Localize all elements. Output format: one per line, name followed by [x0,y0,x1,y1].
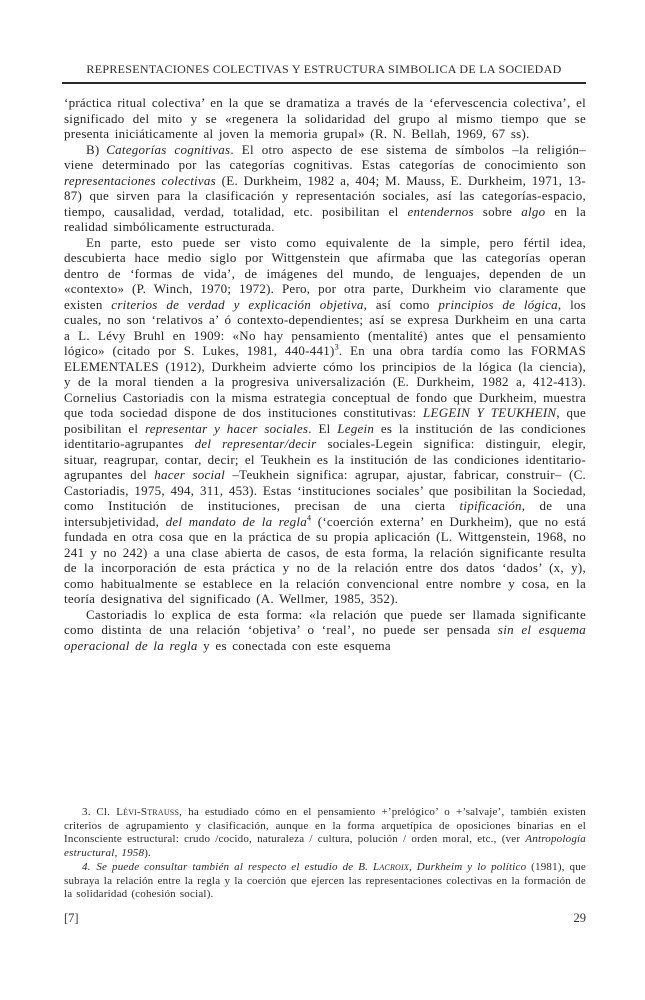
paragraph [64,235,586,607]
text-segment: 3. Cl. [82,806,117,818]
text-segment: y es conectada con este esquema [197,637,391,653]
text-segment: en la realidad simbólicamente estructurada. [64,203,586,234]
text-segment: Legein [337,420,375,436]
text-segment: (‘coerción externa’ en Durkheim), que no está fundada en otra cosa que en la práctica de su propia aplicación (L. Wittgenstein, 1968, no 241 y no 242) a una clase abierta de casos, de esta forma, la relación significante resulta de la incorporación de esta práctica y no de la relación entre dos datos ‘dados’ (x, y), como habitualmente se establece en la relación convencional entre nombre y cosa, en la teoría designativa del significado (A. Wellmer, 1985, 352). [64,513,586,606]
text-segment: del representar/decir [194,436,317,451]
text-segment: sociales-Legein significa: distinguir, elegir, situar, reagrupar, contar, decir; el Teukhein es la institución de las condiciones identitario-agrupantes del [64,436,586,482]
text-segment: del mandato de la regla [165,513,308,529]
text-segment: . El [308,420,338,436]
text-segment: , Durkheim y lo político [408,860,527,873]
text-segment: , que posibilitan el [64,405,586,436]
footnote [64,806,586,861]
text-segment: algo [521,203,546,219]
text-segment: 4. Se puede consultar también al respecto el estudio de B. [82,860,373,873]
paragraph [64,142,586,235]
text-segment: Lévi-Strauss [116,806,180,818]
text-segment: B) [86,141,107,157]
text-segment: En parte, esto puede ser visto como equivalente de la simple, pero fértil idea, descubierta hace medio siglo por Wittgenstein que afirmaba que las categorías operan dentro de ‘formas de vida’, de imágenes del mundo, de lenguajes, dependen de un «contexto» (P. Winch, 1970; 1972). Pero, por otra parte, Durkheim vio claramente que existen [64,234,586,312]
text-segment: representar y hacer sociales [144,420,309,436]
text-segment: sin el esquema operacional de la regla [64,622,586,653]
body-text [64,95,586,653]
paragraph [64,607,586,654]
footnotes [64,806,586,902]
running-header-title: REPRESENTACIONES COLECTIVAS Y ESTRUCTURA SIMBOLICA DE LA SOCIEDAD [86,62,562,76]
text-segment: Categorías cognitivas [106,141,231,157]
footnote [64,861,586,902]
text-segment: ‘práctica ritual colectiva’ en la que se dramatiza a través de la ‘efervescencia colectiva’, el significado del mito y se «regenera la solidaridad del grupo al mismo tiempo que se presenta iniciáticamente al joven la memoria grupal» (R. N. Bellah, 1969, 67 ss). [64,95,586,141]
text-segment: representaciones colectivas [64,172,216,188]
running-header [62,62,586,84]
text-segment: . El otro aspecto de ese sistema de símbolos –la religión– viene determinado por las categorías cognitivas. Estas categorías de conocimiento son [64,141,586,172]
text-segment: es la institución de las condiciones identitario-agrupantes [64,420,586,451]
page-footer [64,911,586,926]
text-segment: sobre [473,203,522,219]
text-segment: tipificación [459,498,522,513]
page-number: 29 [573,911,586,925]
text-segment: ). [144,847,152,860]
signature-mark: [7] [64,911,79,925]
text-segment: LEGEIN Y TEUKHEIN [423,405,557,420]
text-segment: Castoriadis lo explica de esta forma: «la relación que puede ser llamada significante como distinta de una relación ‘objetiva’ o ‘real’, no puede ser pensada [64,606,586,637]
text-segment: (E. Durkheim, 1982 a, 404; M. Mauss, E. Durkheim, 1971, 13-87) que sirven para la clasificación y representación sociales, así las categorías-espacio, tiempo, causalidad, verdad, totalidad, etc. posibilitan el [64,172,586,219]
text-segment: Lacroix [373,860,409,873]
text-segment: , los cuales, no son ‘relativos a’ ó contexto-dependientes; así se expresa Durkheim en una carta a L. Lévy Bruhl en 1909: «No hay pensamiento (mentalité) antes que el pensamiento lógico» (citado por S. Lukes, 1981, 440-441) [64,296,586,358]
text-segment: criterios de verdad y explicación objetiva [111,296,364,312]
text-segment: (1981), que subraya la relación entre la regla y la coerción que ejercen las representaciones colectivas en la formación de la solidaridad (cohesión social). [64,860,587,901]
text-segment: , así como [363,296,439,312]
text-segment: . En una obra tardía como las FORMAS ELEMENTALES (1912), Durkheim advierte cómo los principios de la lógica (la ciencia), y de la moral tienden a la progresiva universalización (E. Durkheim, 1982 a, 412-413). Cornelius Castoriadis con la misma estrategia conceptual de fondo que Durkheim, muestra que toda sociedad dispone de dos instituciones constitutivas: [64,343,586,420]
text-segment: 3 [334,342,339,352]
text-segment: , ha estudiado cómo en el pensamiento +’prelógico’ o +’salvaje’, también existen criterios de agrupamiento y clasificación, aunque en la forma arquetípica de oposiciones binarias en el Inconsciente estructural: crudo /cocido, naturaleza / cultura, polución / orden moral, etc., (ver [64,806,587,846]
text-segment: –Teukhein significa: agrupar, ajustar, fabricar, construir– (C. Castoriadis, 1975, 494, 311, 453). Estas ‘instituciones sociales’ que posibilitan la Sociedad, como Institución de instituciones, precisan de una cierta [64,467,586,513]
paragraph [64,95,586,142]
text-segment: hacer social [154,467,226,482]
text-segment: , de una intersubjetividad, [64,498,587,529]
text-segment: entendernos [407,203,474,219]
text-segment: 4 [307,513,312,523]
text-segment: Antropología estructural, 1958 [64,833,586,860]
text-segment: principios de lógica [438,296,558,312]
